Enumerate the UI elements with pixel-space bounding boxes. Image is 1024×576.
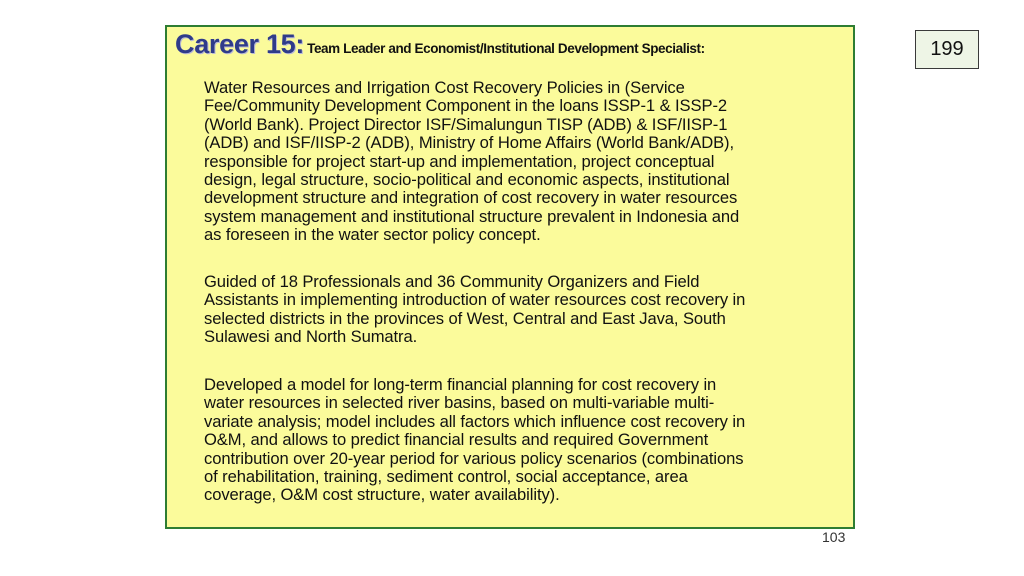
page-number: 103 xyxy=(822,529,846,545)
career-content-box xyxy=(165,25,855,529)
career-label: Career 15: xyxy=(175,29,305,59)
career-heading xyxy=(175,29,705,60)
slide-number-badge: 199 xyxy=(915,30,979,69)
paragraph-financial-model: Developed a model for long-term financial planning for cost recovery in water resources in selected river basins, based on multi-variable multi- variate analysis; model includes all factors which influence cost recovery in O&M, and allows to predict financial results and required Government contribution over 20-year period for various policy scenarios (combinations of rehabilitation, training, sediment control, social acceptance, area coverage, O&M cost structure, water availability). xyxy=(204,375,746,505)
paragraph-cost-recovery-policies: Water Resources and Irrigation Cost Recovery Policies in (Service Fee/Community Development Component in the loans ISSP-1 & ISSP-2 (World Bank). Project Director ISF/Simalungun TISP (ADB) & ISF/IISP-1 (ADB) and ISF/IISP-2 (ADB), Ministry of Home Affairs (World Bank/ADB), responsible for project start-up and implementation, project conceptual design, legal structure, socio-political and economic aspects, institutional development structure and integration of cost recovery in water resources system management and institutional structure prevalent in Indonesia and as foreseen in the water sector policy concept. xyxy=(204,78,740,245)
paragraph-guided-professionals: Guided of 18 Professionals and 36 Community Organizers and Field Assistants in implementing introduction of water resources cost recovery in selected districts in the provinces of West, Central and East Java, South Sulawesi and North Sumatra. xyxy=(204,272,746,347)
career-subtitle: Team Leader and Economist/Institutional Development Specialist: xyxy=(307,41,705,56)
